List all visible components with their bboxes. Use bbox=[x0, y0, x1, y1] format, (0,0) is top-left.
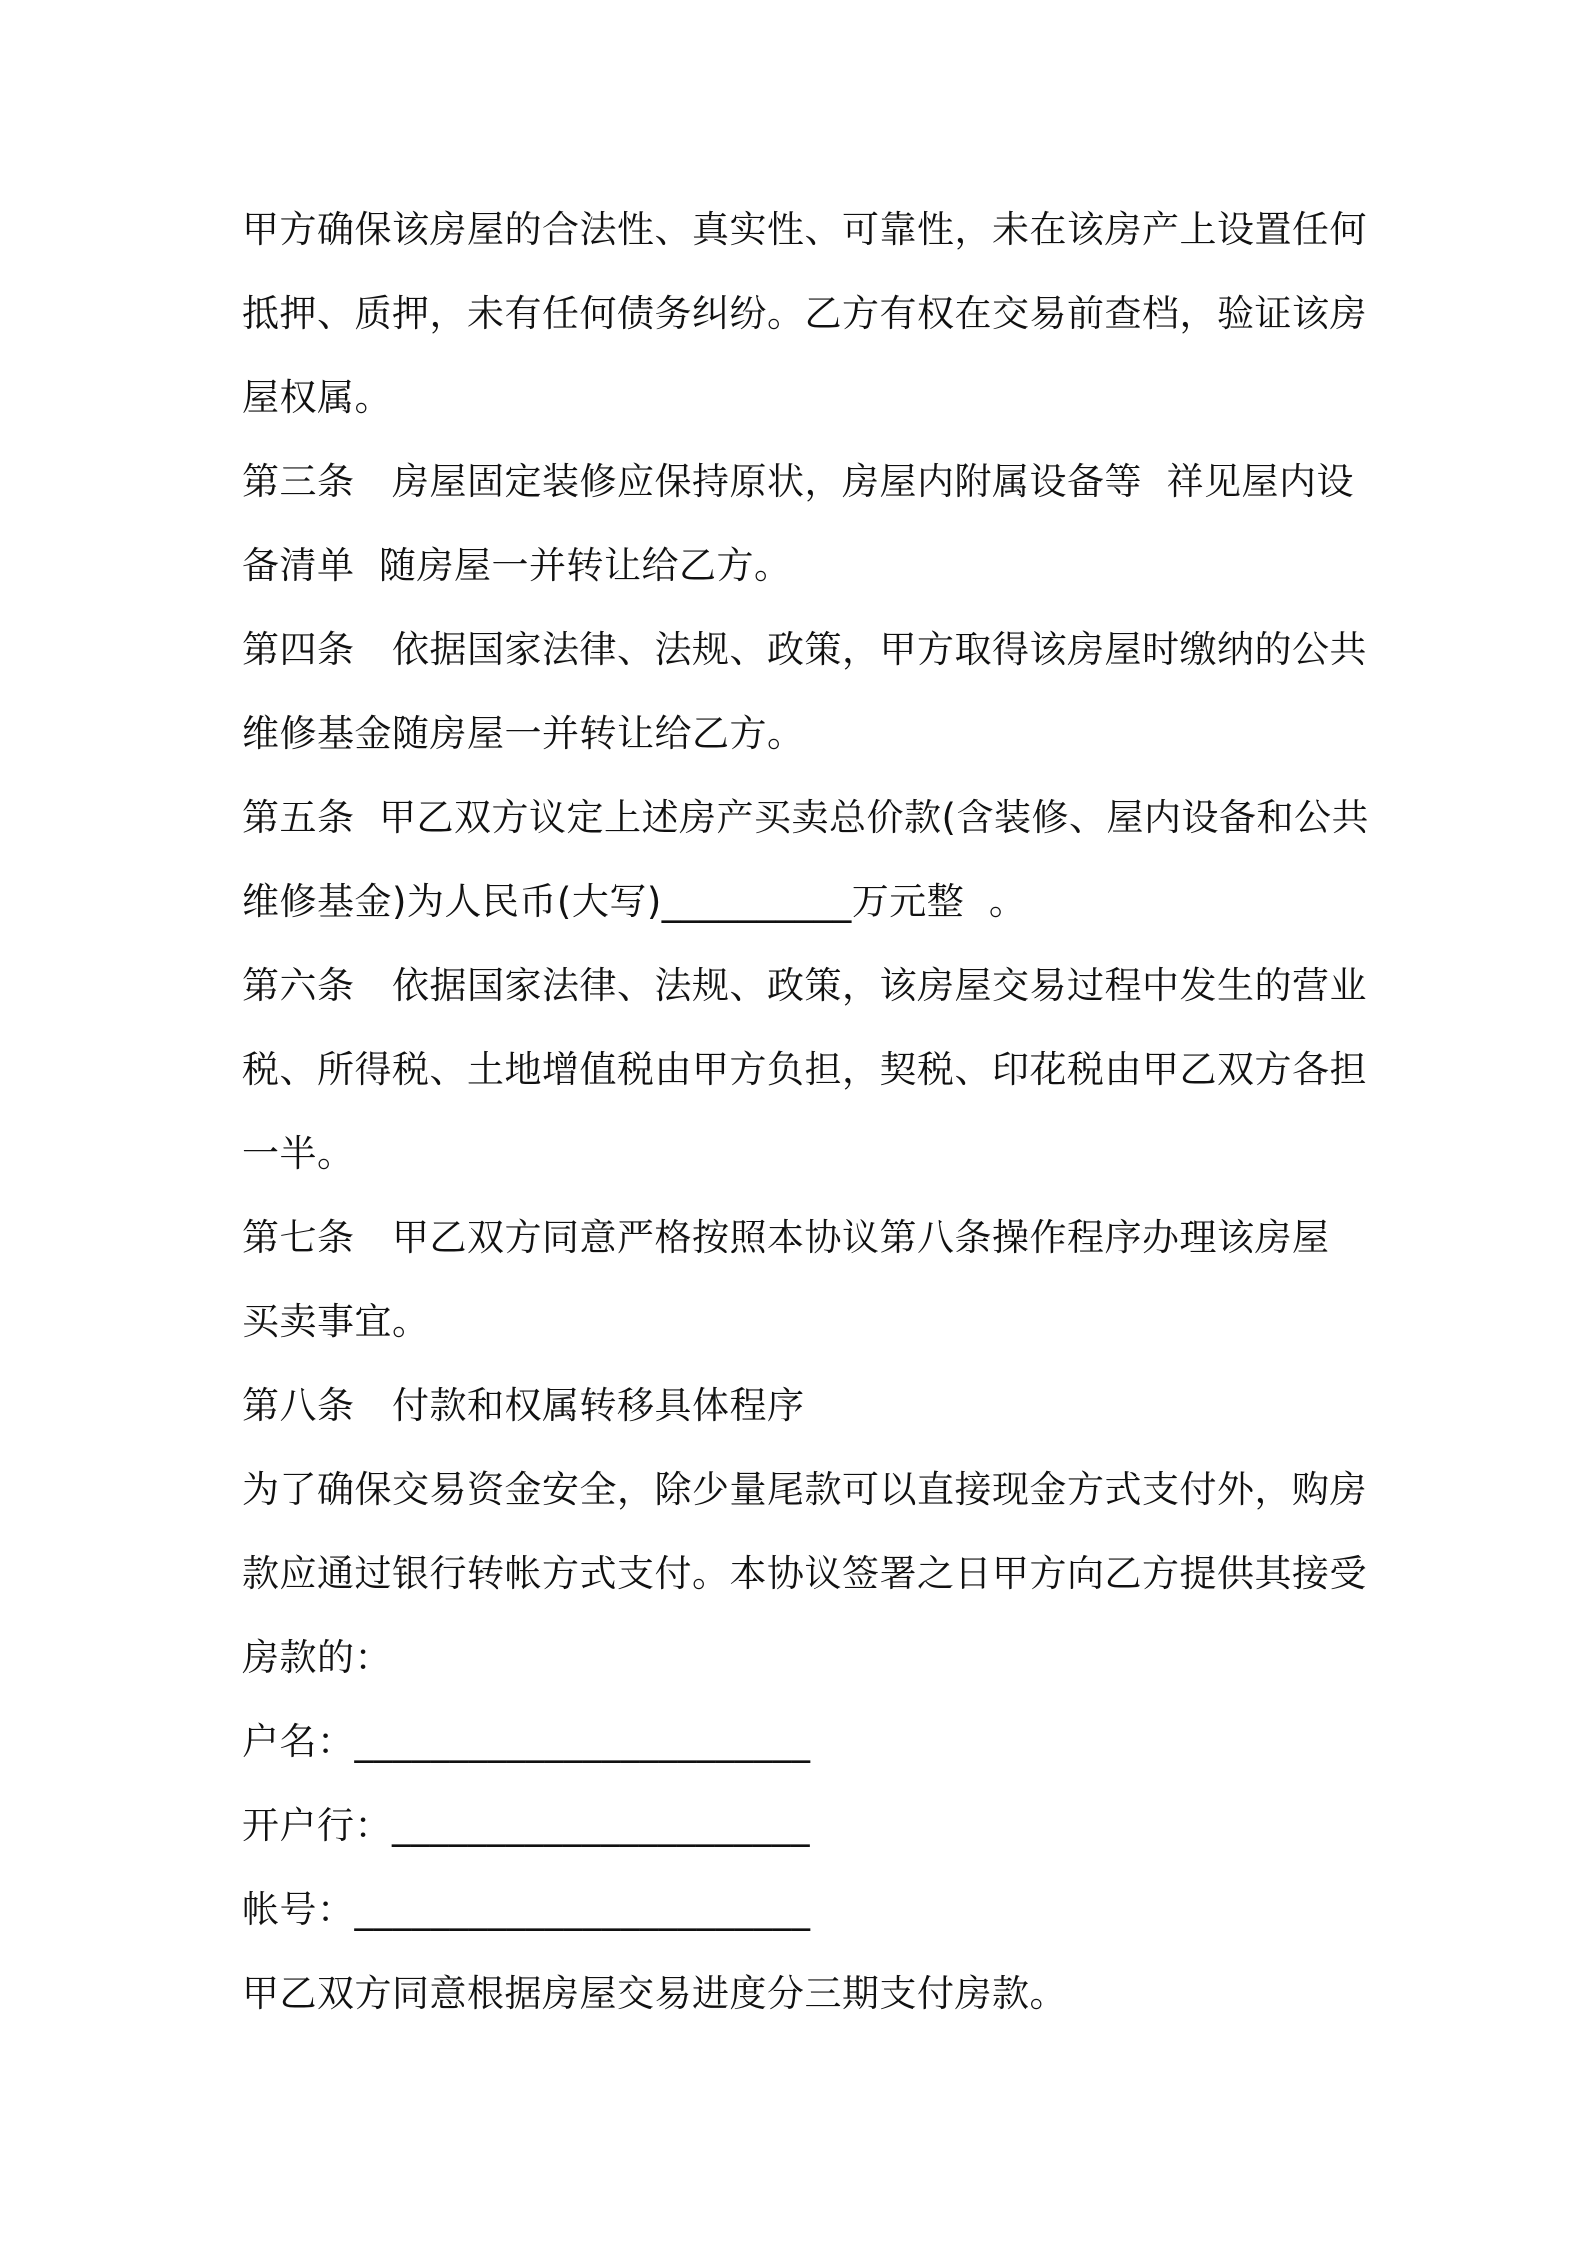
bank-field: 开户行：______________________ bbox=[242, 1804, 810, 1847]
text-line: 一半。 bbox=[242, 1132, 355, 1175]
text-line: 房款的： bbox=[242, 1636, 392, 1679]
article-8-line: 第八条 付款和权属转移具体程序 bbox=[242, 1384, 805, 1427]
text-line: 屋权属。 bbox=[242, 376, 392, 419]
text-line: 甲方确保该房屋的合法性、真实性、可靠性，未在该房产上设置任何 bbox=[242, 208, 1367, 251]
account-number-field: 帐号：________________________ bbox=[242, 1888, 811, 1931]
text-line: 买卖事宜。 bbox=[242, 1300, 430, 1343]
text-line: 备清单 随房屋一并转让给乙方。 bbox=[242, 544, 792, 587]
article-7-line: 第七条 甲乙双方同意严格按照本协议第八条操作程序办理该房屋 bbox=[242, 1216, 1330, 1259]
text-line: 税、所得税、土地增值税由甲方负担，契税、印花税由甲乙双方各担 bbox=[242, 1048, 1367, 1091]
text-line: 抵押、质押，未有任何债务纠纷。乙方有权在交易前查档，验证该房 bbox=[242, 292, 1367, 335]
account-name-field: 户名：________________________ bbox=[242, 1720, 811, 1763]
article-4-line: 第四条 依据国家法律、法规、政策，甲方取得该房屋时缴纳的公共 bbox=[242, 628, 1367, 671]
article-5-line: 第五条 甲乙双方议定上述房产买卖总价款(含装修、屋内设备和公共 bbox=[242, 796, 1369, 839]
text-line: 维修基金)为人民币(大写)__________万元整 。 bbox=[242, 880, 1027, 923]
text-line: 甲乙双方同意根据房屋交易进度分三期支付房款。 bbox=[242, 1972, 1067, 2015]
article-6-line: 第六条 依据国家法律、法规、政策，该房屋交易过程中发生的营业 bbox=[242, 964, 1367, 1007]
text-line: 维修基金随房屋一并转让给乙方。 bbox=[242, 712, 805, 755]
article-3-line: 第三条 房屋固定装修应保持原状，房屋内附属设备等 祥见屋内设 bbox=[242, 460, 1355, 503]
text-line: 款应通过银行转帐方式支付。本协议签署之日甲方向乙方提供其接受 bbox=[242, 1552, 1367, 1595]
text-line: 为了确保交易资金安全，除少量尾款可以直接现金方式支付外，购房 bbox=[242, 1468, 1367, 1511]
